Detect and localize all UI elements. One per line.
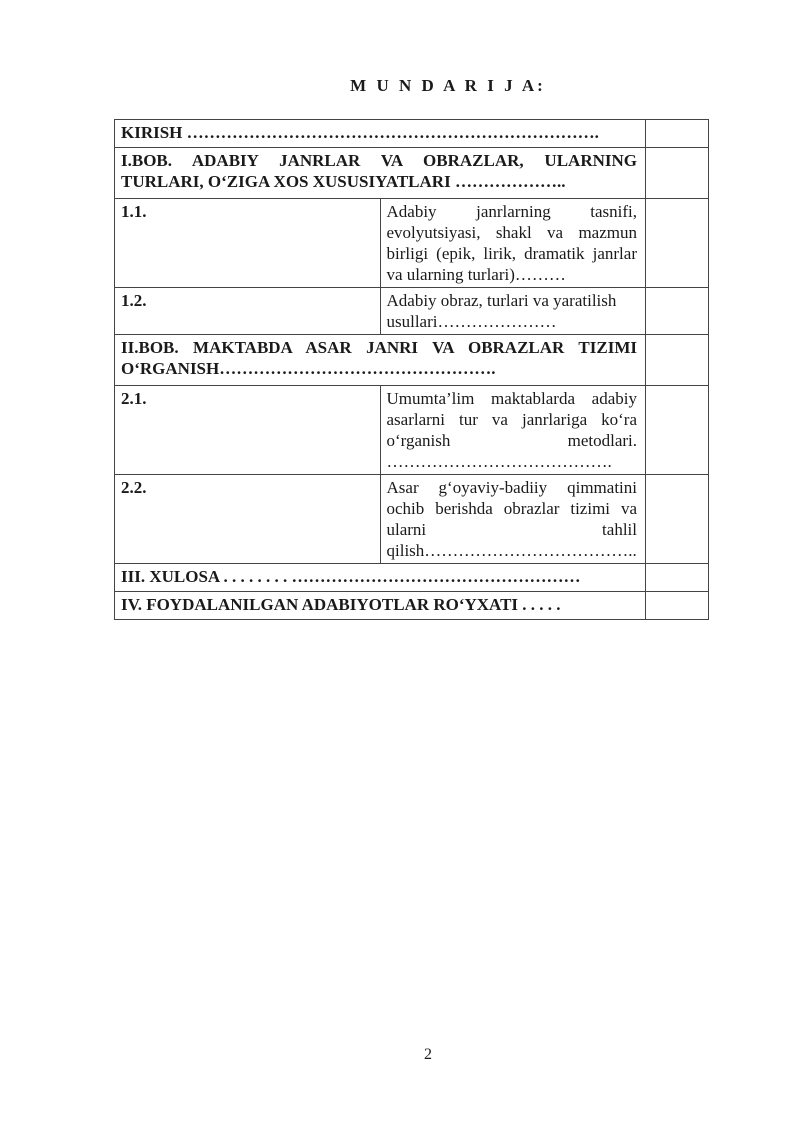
- toc-row-chapter-1: [115, 148, 709, 199]
- toc-entry-chapter-2: II.BOB. MAKTABDA ASAR JANRI VA OBRAZLAR TIZIMI O‘RGANISH………………………………………….: [115, 335, 646, 386]
- toc-entry-references: IV. FOYDALANILGAN ADABIYOTLAR RO‘YXATI . . . . .: [115, 592, 646, 620]
- toc-entry-chapter-1: I.BOB. ADABIY JANRLAR VA OBRAZLAR, ULARNING TURLARI, O‘ZIGA XOS XUSUSIYATLARI ………………..: [115, 148, 646, 199]
- toc-page-chapter-1: [646, 148, 709, 199]
- toc-entry-section-2-1: Umumta’lim maktablarda adabiy asarlarni tur va janrlariga ko‘ra o‘rganish metodlari. ………………………………….: [380, 386, 646, 475]
- toc-row-kirish: [115, 120, 709, 148]
- toc-number-section-1-2: 1.2.: [115, 288, 381, 335]
- toc-entry-section-1-2: Adabiy obraz, turlari va yaratilish usullari…………………: [380, 288, 646, 335]
- toc-number-section-1-1: 1.1.: [115, 199, 381, 288]
- toc-row-section-1-2: [115, 288, 709, 335]
- table-of-contents: [114, 119, 709, 620]
- toc-page-section-2-1: [646, 386, 709, 475]
- toc-entry-section-2-2: Asar g‘oyaviy-badiiy qimmatini ochib berishda obrazlar tizimi va ularni tahlil qilish………………………………..: [380, 475, 646, 564]
- toc-page-chapter-2: [646, 335, 709, 386]
- toc-row-section-1-1: [115, 199, 709, 288]
- toc-number-section-2-2: 2.2.: [115, 475, 381, 564]
- toc-page-kirish: [646, 120, 709, 148]
- toc-page-section-1-1: [646, 199, 709, 288]
- toc-row-references: [115, 592, 709, 620]
- toc-entry-kirish: KIRISH ……………………………………………………………….: [115, 120, 646, 148]
- toc-entry-conclusion: III. XULOSA . . . . . . . . ……………………………………………: [115, 564, 646, 592]
- toc-row-conclusion: [115, 564, 709, 592]
- toc-number-section-2-1: 2.1.: [115, 386, 381, 475]
- page-title: M U N D A R I J A:: [350, 76, 546, 95]
- toc-page-references: [646, 592, 709, 620]
- toc-page-section-1-2: [646, 288, 709, 335]
- page-number: 2: [424, 1046, 432, 1063]
- toc-page-section-2-2: [646, 475, 709, 564]
- toc-row-chapter-2: [115, 335, 709, 386]
- toc-page-conclusion: [646, 564, 709, 592]
- toc-entry-section-1-1: Adabiy janrlarning tasnifi, evolyutsiyasi, shakl va mazmun birligi (epik, lirik, dramatik janrlar va ularning turlari)………: [380, 199, 646, 288]
- toc-row-section-2-2: [115, 475, 709, 564]
- toc-row-section-2-1: [115, 386, 709, 475]
